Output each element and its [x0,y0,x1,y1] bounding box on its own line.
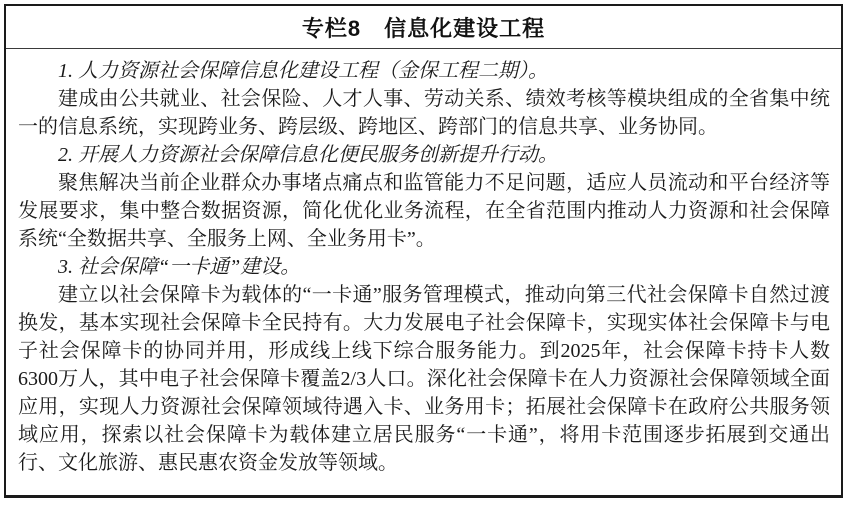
panel-body [6,49,841,477]
section-3-paragraph: 建立以社会保障卡为载体的“一卡通”服务管理模式，推动向第三代社会保障卡自然过渡换发，基本实现社会保障卡全民持有。大力发展电子社会保障卡，实现实体社会保障卡与电子社会保障卡的协同并用，形成线上线下综合服务能力。到2025年，社会保障卡持卡人数6300万人，其中电子社会保障卡覆盖2/3人口。深化社会保障卡在人力资源社会保障领域全面应用，实现人力资源社会保障领域待遇入卡、业务用卡；拓展社会保障卡在政府公共服务领域应用，探索以社会保障卡为载体建立居民服务“一卡通”，将用卡范围逐步拓展到交通出行、文化旅游、惠民惠农资金发放等领域。 [18,284,830,474]
panel-title: 专栏8 信息化建设工程 [301,15,546,41]
section-1-paragraph: 建成由公共就业、社会保险、人才人事、劳动关系、绩效考核等模块组成的全省集中统一的信息系统，实现跨业务、跨层级、跨地区、跨部门的信息共享、业务协同。 [18,88,830,138]
section-1-heading: 1. 人力资源社会保障信息化建设工程（金保工程二期）。 [58,60,548,82]
section-3-heading: 3. 社会保障“一卡通”建设。 [58,256,301,278]
panel-header [6,6,841,49]
section-2-heading: 2. 开展人力资源社会保障信息化便民服务创新提升行动。 [58,144,558,166]
section-2-paragraph: 聚焦解决当前企业群众办事堵点痛点和监管能力不足问题，适应人员流动和平台经济等发展要求，集中整合数据资源，简化优化业务流程，在全省范围内推动人力资源和社会保障系统“全数据共享、全服务上网、全业务用卡”。 [18,172,830,250]
column-panel [4,4,843,498]
